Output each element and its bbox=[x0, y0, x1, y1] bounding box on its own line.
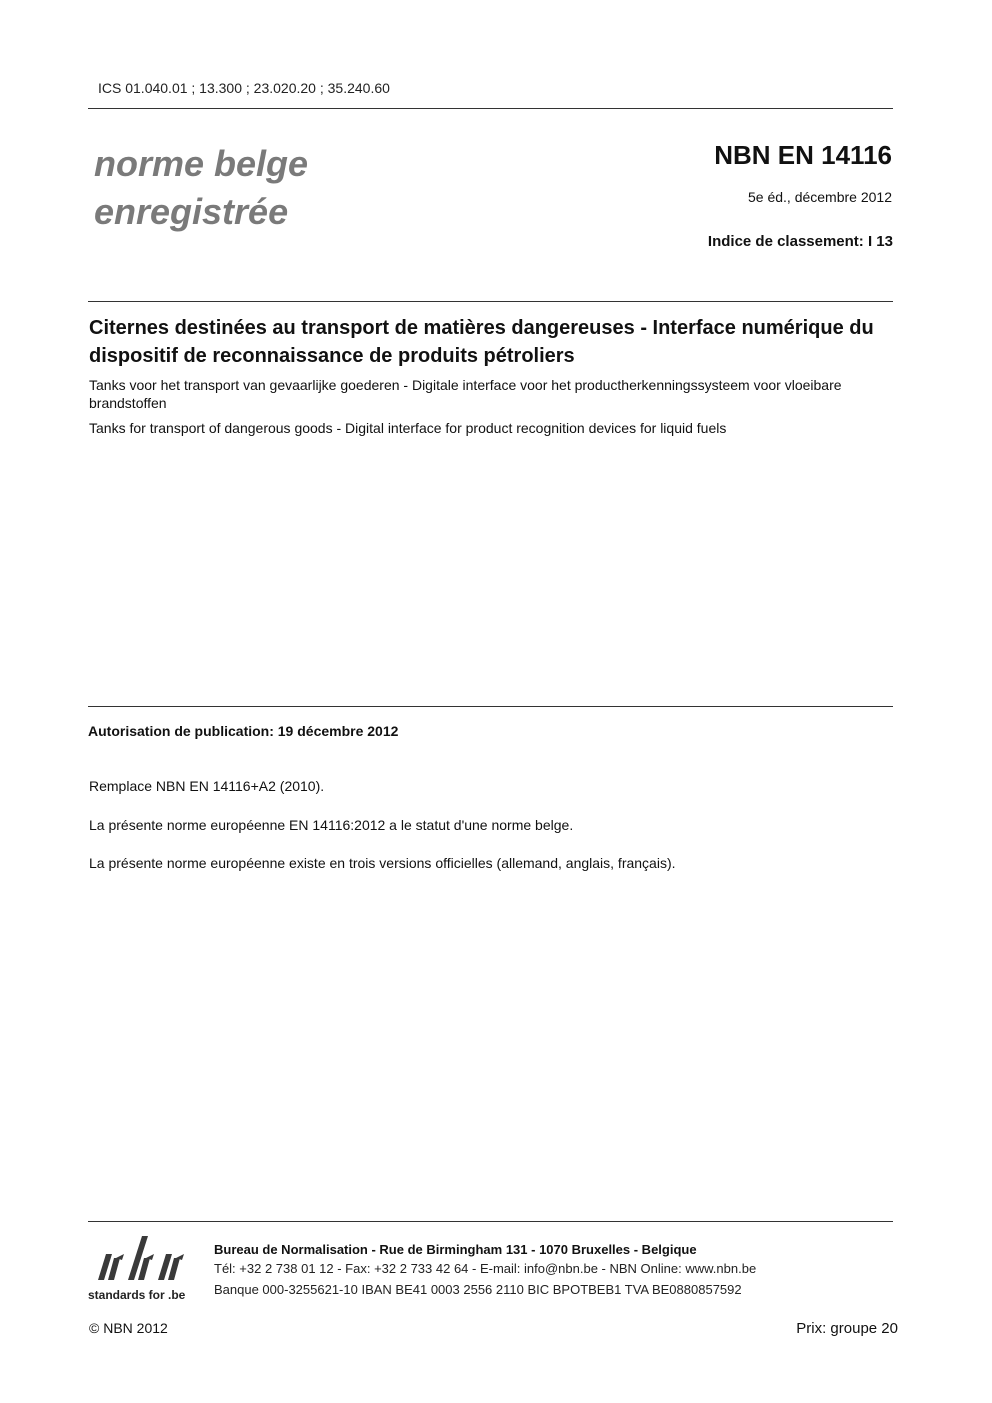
price-group: Prix: groupe 20 bbox=[796, 1320, 898, 1337]
title-french: Citernes destinées au transport de matières dangereuses - Interface numérique du dispositif de reconnaissance de produits pétroliers bbox=[89, 317, 874, 367]
status-paragraph: La présente norme européenne EN 14116:2012 a le statut d'une norme belge. bbox=[89, 817, 574, 833]
copyright: © NBN 2012 bbox=[89, 1320, 168, 1336]
logo-tagline: standards for .be bbox=[88, 1288, 186, 1302]
top-rule bbox=[88, 108, 893, 109]
edition-date: 5e éd., décembre 2012 bbox=[748, 189, 892, 205]
footer-address: Bureau de Normalisation - Rue de Birmingham 131 - 1070 Bruxelles - Belgique bbox=[214, 1242, 697, 1257]
publication-authorization: Autorisation de publication: 19 décembre 2012 bbox=[88, 723, 399, 739]
title-top-rule bbox=[88, 301, 893, 302]
title-dutch: Tanks voor het transport van gevaarlijke goederen - Digitale interface voor het productherkenningssysteem voor vloeibare brandstoffen bbox=[89, 377, 842, 411]
nbn-logo-mark bbox=[98, 1236, 184, 1280]
replaces-paragraph: Remplace NBN EN 14116+A2 (2010). bbox=[89, 778, 325, 794]
publication-rule bbox=[88, 706, 893, 707]
label-line-2: enregistrée bbox=[94, 191, 289, 232]
classification-index: Indice de classement: I 13 bbox=[707, 233, 893, 250]
footer-bank: Banque 000-3255621-10 IBAN BE41 0003 2556 2110 BIC BPOTBEB1 TVA BE0880857592 bbox=[214, 1282, 742, 1297]
ics-codes: ICS 01.040.01 ; 13.300 ; 23.020.20 ; 35.240.60 bbox=[98, 80, 390, 96]
standard-number: NBN EN 14116 bbox=[714, 140, 892, 170]
norme-belge-label bbox=[94, 140, 308, 236]
footer-contact: Tél: +32 2 738 01 12 - Fax: +32 2 733 42 64 - E-mail: info@nbn.be - NBN Online: www.nbn.be bbox=[214, 1261, 757, 1276]
footer-rule bbox=[88, 1221, 893, 1222]
label-line-1: norme belge bbox=[94, 143, 309, 184]
versions-paragraph: La présente norme européenne existe en trois versions officielles (allemand, anglais, français). bbox=[89, 855, 676, 871]
title-english: Tanks for transport of dangerous goods - Digital interface for product recognition devices for liquid fuels bbox=[89, 420, 727, 436]
